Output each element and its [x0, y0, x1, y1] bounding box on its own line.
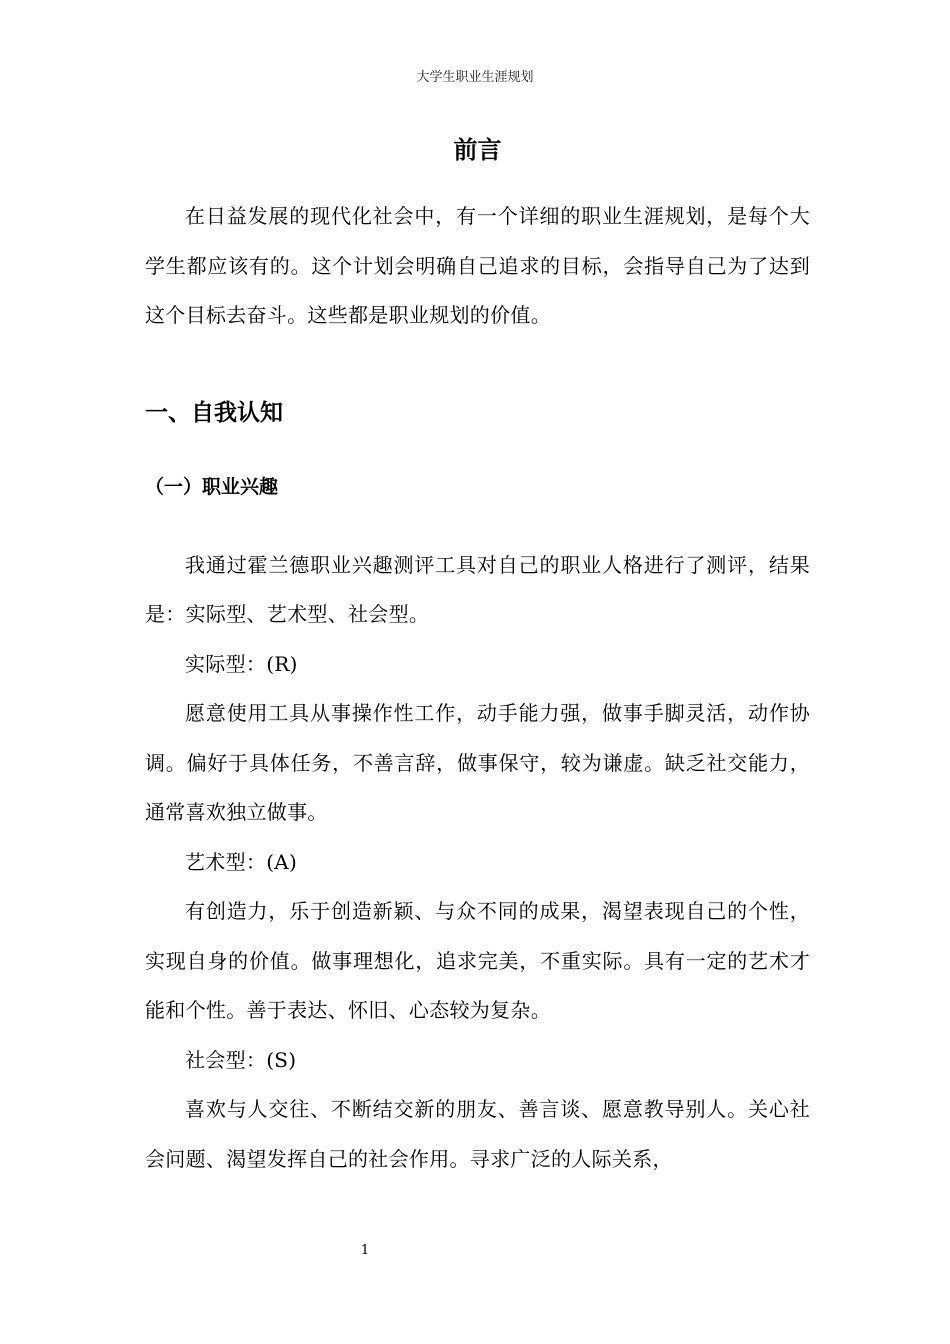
page-number: 1 — [360, 1243, 370, 1258]
preface-title: 前言 — [453, 136, 502, 164]
type-description-social: 喜欢与人交往、不断结交新的朋友、善言谈、愿意教导别人。关心社会问题、渴望发挥自己的社会作用。寻求广泛的人际关系， — [145, 1097, 810, 1171]
type-description-realistic: 愿意使用工具从事操作性工作，动手能力强，做事手脚灵活，动作协调。偏好于具体任务，不善言辞，做事保守，较为谦虚。缺乏社交能力，通常喜欢独立做事。 — [145, 701, 810, 824]
header-rule — [140, 88, 810, 89]
preface-paragraph: 在日益发展的现代化社会中，有一个详细的职业生涯规划，是每个大学生都应该有的。这个计划会明确自己追求的目标，会指导自己为了达到这个目标去奋斗。这些都是职业规划的价值。 — [145, 204, 810, 327]
subsection-heading-career-interest: （一）职业兴趣 — [145, 475, 279, 498]
page-content — [145, 130, 810, 1184]
type-label-social: 社会型：(S) — [185, 1047, 297, 1072]
section-heading-self-awareness: 一、自我认知 — [145, 399, 283, 426]
type-label-artistic: 艺术型：(A) — [185, 849, 298, 874]
running-header: 大学生职业生涯规划 — [416, 70, 534, 85]
interest-intro-paragraph: 我通过霍兰德职业兴趣测评工具对自己的职业人格进行了测评，结果是：实际型、艺术型、社会型。 — [145, 552, 810, 626]
type-description-artistic: 有创造力，乐于创造新颖、与众不同的成果，渴望表现自己的个性，实现自身的价值。做事理想化，追求完美，不重实际。具有一定的艺术才能和个性。善于表达、怀旧、心态较为复杂。 — [145, 899, 810, 1022]
type-label-realistic: 实际型：(R) — [185, 651, 298, 676]
